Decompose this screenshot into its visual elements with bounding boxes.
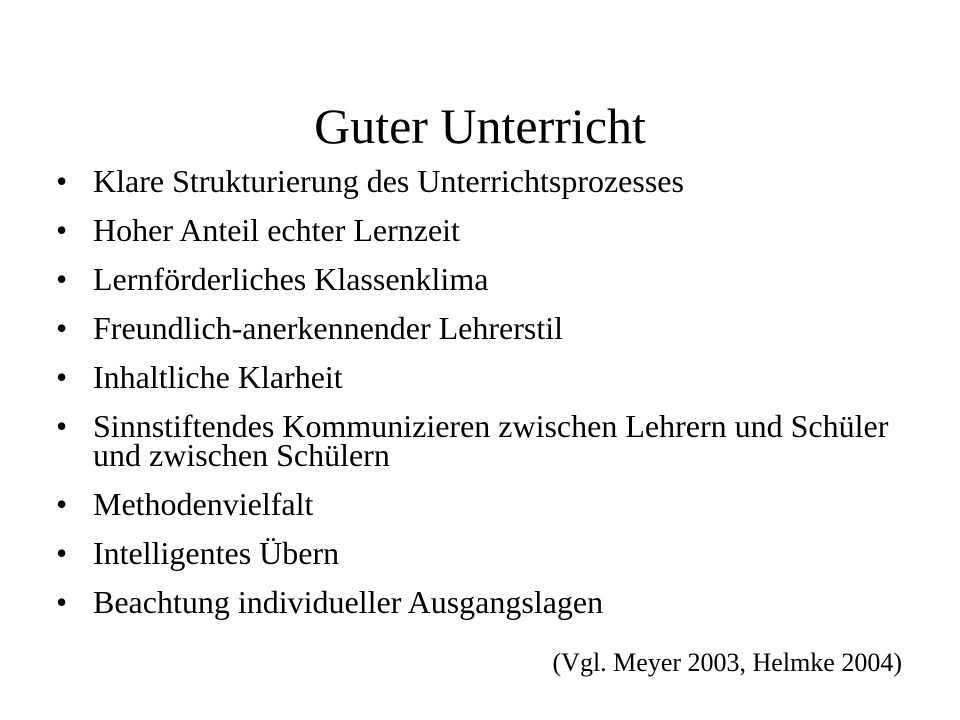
bullet-item-5 xyxy=(56,359,916,395)
bullet-text: Lernförderliches Klassenklima xyxy=(93,261,489,297)
bullet-text: Beachtung individueller Ausgangslagen xyxy=(93,584,604,620)
slide-title: Guter Unterricht xyxy=(314,98,646,154)
bullet-text: Inhaltliche Klarheit xyxy=(93,359,343,395)
bullet-text: Sinnstiftendes Kommunizieren zwischen Lehrern und Schüler und zwischen Schülern xyxy=(93,408,889,473)
bullet-item-7 xyxy=(56,486,916,522)
bullet-text: Hoher Anteil echter Lernzeit xyxy=(93,212,460,248)
bullet-icon: • xyxy=(56,310,68,346)
bullet-icon: • xyxy=(56,163,68,199)
bullet-icon: • xyxy=(56,486,68,522)
bullet-icon: • xyxy=(56,408,68,444)
bullet-text: Klare Strukturierung des Unterrichtsprozesses xyxy=(93,163,684,199)
bullet-icon: • xyxy=(56,584,68,620)
bullet-list xyxy=(56,163,916,637)
bullet-item-8 xyxy=(56,535,916,571)
citation: (Vgl. Meyer 2003, Helmke 2004) xyxy=(552,648,902,677)
bullet-item-3 xyxy=(56,261,916,297)
bullet-text: Freundlich-anerkennender Lehrerstil xyxy=(93,310,564,346)
bullet-icon: • xyxy=(56,535,68,571)
bullet-icon: • xyxy=(56,261,68,297)
bullet-icon: • xyxy=(56,212,68,248)
bullet-item-9 xyxy=(56,584,916,620)
bullet-text: Intelligentes Übern xyxy=(93,535,340,571)
bullet-item-6 xyxy=(56,408,916,473)
bullet-item-2 xyxy=(56,212,916,248)
bullet-icon: • xyxy=(56,359,68,395)
bullet-item-4 xyxy=(56,310,916,346)
bullet-text: Methodenvielfalt xyxy=(93,486,314,522)
bullet-item-1 xyxy=(56,163,916,199)
